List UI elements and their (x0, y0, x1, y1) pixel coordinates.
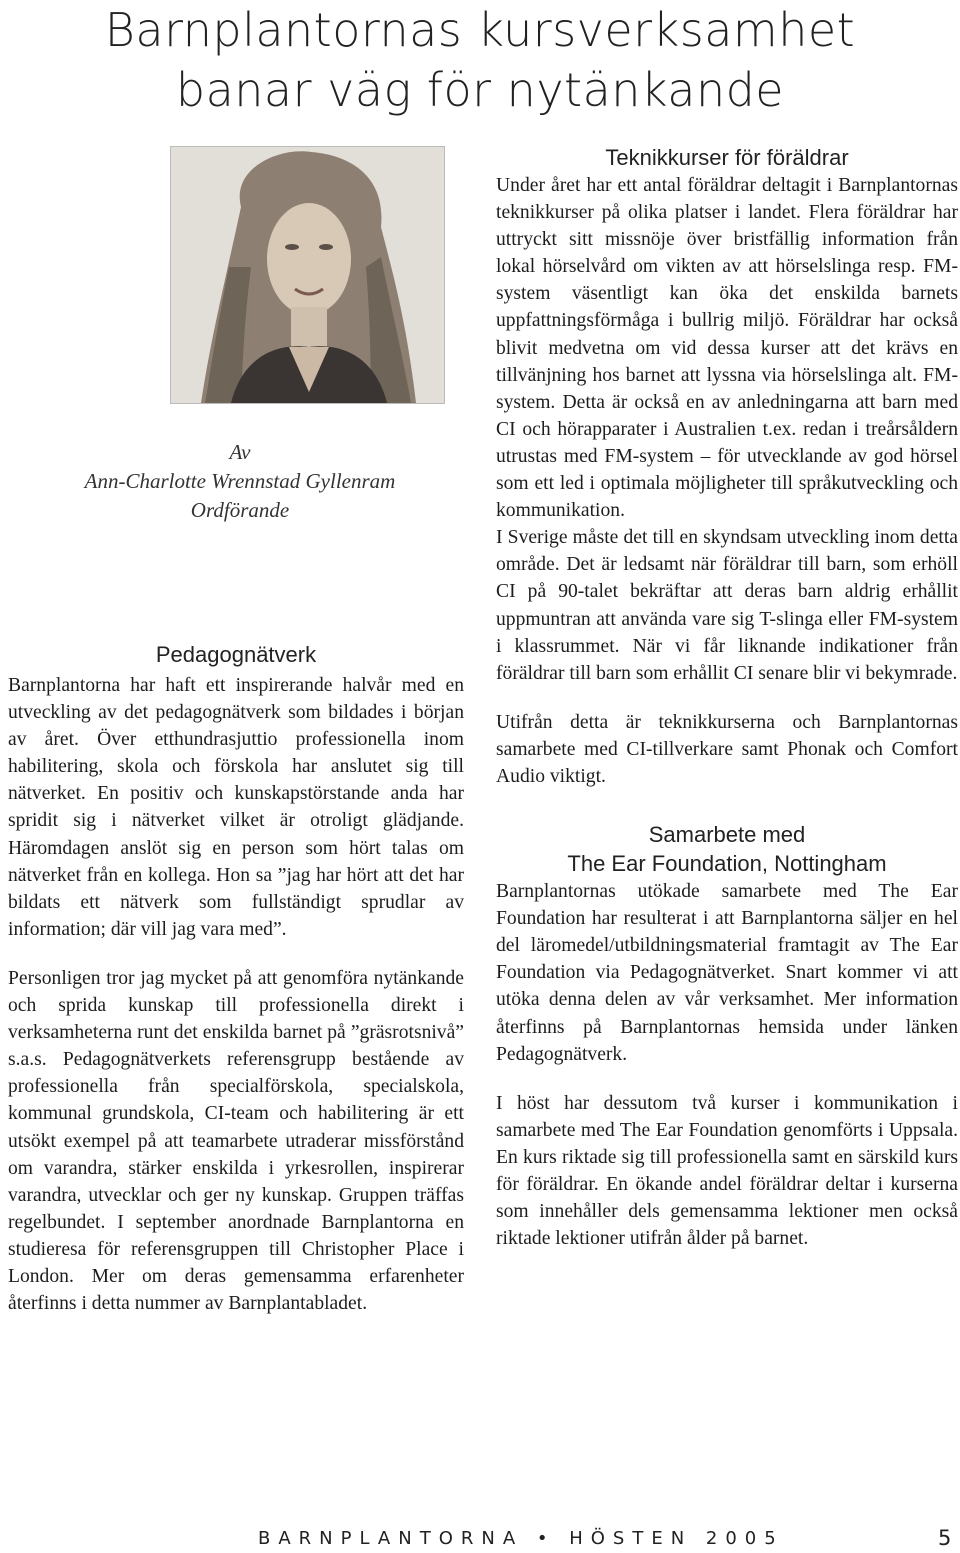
heading-teknikkurser: Teknikkurser för föräldrar (605, 145, 849, 170)
article-title (0, 0, 960, 120)
left-paragraph-2: Personligen tror jag mycket på att genomföra nytänkande och sprida kunskap till professionella direkt i verksamheterna runt det enskilda barnet på ”gräsrotsnivå” s.a.s. Pedagognätverkets referensgrupp bestående av professionella från specialförskola, specialskola, kommunal grundskola, CI-team och habilitering är ett utsökt exempel på att teamarbete utraderar missförstånd om varandra, stärker enskilda i yrkesrollen, inspirerar varandra, utvecklar och ger ny kunskap. Gruppen träffas regelbundet. I september anordnade Barnplantorna en studieresa för referensgruppen till Christopher Place i London. Mer om deras gemensamma erfarenheter återfinns i detta nummer av Barnplantabladet. (8, 967, 464, 1315)
right-paragraph-2: I Sverige måste det till en skyndsam utveckling inom detta område. Det är ledsamt när föräldrar till barn, som erhöll CI på 90-talet bekräftar att deras barn aldrig erhållit uppmuntran att använda vare sig T-slinga eller FM-system i klassrummet. När vi får liknande indikationer från föräldrar till barn som erhållit CI senare blir vi bekymrade. (496, 527, 958, 684)
byline-by: Av (229, 440, 251, 464)
right-paragraph-5: I höst har dessutom två kurser i kommunikation i samarbete med The Ear Foundation genomförts i Uppsala. En kurs riktade sig till professionella samt en särskild kurs för föräldrar. En ökande andel föräldrar deltar i kurserna som innehåller dels gemensamma lektioner men också riktade lektioner utifrån ålder på barnet. (496, 1092, 958, 1250)
right-paragraph-3: Utifrån detta är teknikkurserna och Barnplantornas samarbete med CI-tillverkare samt Phonak och Comfort Audio viktigt. (496, 711, 958, 787)
left-paragraph-1: Barnplantorna har haft ett inspirerande halvår med en utveckling av det pedagognätverk som bildades i början av året. Över etthundrasjuttio professionella inom habilitering, skola och förskola har anslutet sig till nätverket. En positiv och kunskapstörstande anda har spridit sig i nätverket vilket är otroligt glädjande. Häromdagen anslöt sig en person som hört talas om nätverket från en kollega. Hon sa ”jag har hört att det har bildats ett nätverk som fullständigt sprudlar av information; där vill jag vara med”. (8, 675, 464, 940)
heading-pedagognatverk: Pedagognätverk (155, 642, 317, 667)
left-column (8, 640, 464, 1317)
title-line-2: banar väg för nytänkande (175, 63, 785, 117)
right-column (496, 143, 958, 1252)
page-number: 5 (938, 1526, 952, 1550)
right-paragraph-1: Under året har ett antal föräldrar deltagit i Barnplantornas teknikkurser på olika platser i landet. Flera föräldrar har uttryckt sitt missnöje över bristfällig information från lokal hörselvård om vikten av att hörselslinga resp. FM-system väsentligt kan öka det enskilda barnets uppfattningsförmåga i bullrig miljö. Föräldrar har också blivit medvetna om vid dessa kurser att det krävs en tillvänjning hos barnet att lyssna via hörselslinga alt. FM-system. Detta är också en av anledningarna att barn med CI och hörapparater i Australien t.ex. redan i treårsåldern utrustas med FM-system – för utvecklande av god hörsel som ett led i optimala möjligheter till språkutveckling och kommunikation. (496, 175, 958, 522)
author-photo (170, 146, 445, 404)
heading-samarbete: Samarbete med (648, 822, 806, 848)
byline (0, 438, 480, 525)
heading-ear-foundation: The Ear Foundation, Nottingham (567, 851, 887, 877)
byline-author: Ann-Charlotte Wrennstad Gyllenram (84, 469, 396, 493)
right-paragraph-4: Barnplantornas utökade samarbete med The Ear Foundation har resulterat i att Barnplantorna säljer en hel del läromedel/utbildningsmaterial framtagit av The Ear Foundation via Pedagognätverket. Snart kommer vi att utöka denna delen av vår verksamhet. Mer information återfinns på Barnplantornas hemsida under länken Pedagognätverk. (496, 881, 958, 1065)
byline-role: Ordförande (190, 498, 290, 522)
footer-publication: BARNPLANTORNA • HÖSTEN 2005 (258, 1528, 784, 1549)
title-line-1: Barnplantornas kursverksamhet (104, 3, 856, 57)
